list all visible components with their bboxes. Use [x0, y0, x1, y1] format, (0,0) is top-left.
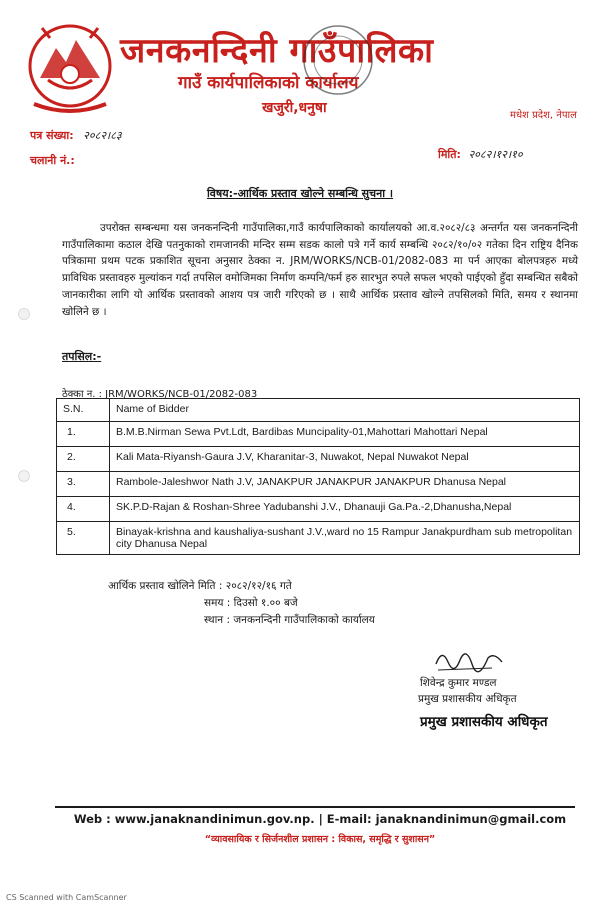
row-bidder-name: Kali Mata-Riyansh-Gaura J.V, Kharanitar-3, Nuwakot, Nepal Nuwakot Nepal [110, 447, 580, 472]
footer-slogan: “व्यावसायिक र सिर्जनशील प्रशासन : विकास, समृद्धि र सुशासन” [204, 834, 436, 845]
office-seal-stamp [300, 22, 376, 98]
table-row [57, 472, 580, 497]
signatory-name: शिवेन्द्र कुमार मण्डल [420, 677, 497, 689]
table-row [57, 497, 580, 522]
row-sn: 3. [57, 472, 110, 497]
bidder-table [56, 398, 580, 555]
camscanner-watermark: CS Scanned with CamScanner [6, 893, 127, 902]
row-bidder-name: Rambole-Jaleshwor Nath J.V, JANAKPUR JANAKPUR JANAKPUR Dhanusa Nepal [110, 472, 580, 497]
body-text: उपरोक्त सम्बन्धमा यस जनकनन्दिनी गाउँपालिका,गाउँ कार्यपालिकाको कार्यालयको आ.व.२०८२/८३ अन्तर्गत यस जनकनन्दिनी गाउँपालिकामा कठाल देखि पतनुकाको रामजानकी मन्दिर सम्म सडक कालो पत्रे गर्ने कार्य सम्बन्धि २०८२/१०/०२ गतेका दिन राष्ट्रिय दैनिक पत्रिकामा प्रथम पटक प्रकाशित सूचना अनुसार ठेक्का न. JRM/WORKS/NCB-01/2082-083 मा पर्न आएका बोलपत्रहरु मध्ये प्राविधिक प्रस्तावहरु मुल्यांकन गर्दा तपसिल वमोजिमका निर्माण कम्पनि/फर्म हरु सारभुत रुपले सफल भएको पाईएको हुँदा सम्बन्धित सबैको जानकारीका लागि यो आर्थिक प्रस्तावको आशय पत्र जारी गरिएको छ । साथै आर्थिक प्रस्ताव खोल्ने तपसिलको मिति, समय र स्थानमा खोलिने छ । [62, 222, 578, 318]
punch-hole [18, 470, 30, 482]
table-header-row [57, 399, 580, 422]
office-location: खजुरी,धनुषा [262, 100, 327, 116]
table-row [57, 522, 580, 555]
punch-hole [18, 308, 30, 320]
municipality-emblem [22, 18, 118, 118]
province-label: मधेश प्रदेश, नेपाल [510, 110, 577, 121]
letter-number-row [30, 128, 122, 143]
signature-scribble [432, 642, 512, 676]
table-row [57, 422, 580, 447]
office-subtitle: गाउँ कार्यपालिकाको कार्यालय [178, 73, 359, 93]
row-bidder-name: SK.P.D-Rajan & Roshan-Shree Yadubanshi J.V., Dhanauji Ga.Pa.-2,Dhanusha,Nepal [110, 497, 580, 522]
tapasil-label: तपसिल:- [62, 350, 102, 363]
opening-details [108, 578, 375, 629]
row-sn: 2. [57, 447, 110, 472]
tender-number: ठेक्का न. : JRM/WORKS/NCB-01/2082-083 [62, 389, 258, 400]
municipality-title: जनकनन्दिनी गाउँपालिका [120, 31, 434, 71]
date-label: मिति: [438, 148, 461, 161]
body-paragraph [62, 220, 578, 320]
signatory-role: प्रमुख प्रशासकीय अधिकृत [418, 693, 517, 705]
opening-place: स्थान : जनकनन्दिनी गाउँपालिकाको कार्यालय [204, 614, 375, 626]
date-row [438, 147, 523, 162]
header-sn: S.N. [57, 399, 110, 422]
opening-date: आर्थिक प्रस्ताव खोलिने मिति : २०८२/१२/१६ गते [108, 580, 292, 592]
designation-stamp: प्रमुख प्रशासकीय अधिकृत [420, 714, 548, 730]
subject-line: विषय:-आर्थिक प्रस्ताव खोल्ने सम्बन्धि सुचना । [206, 187, 394, 200]
header-bidder-name: Name of Bidder [110, 399, 580, 422]
footer-divider [55, 806, 575, 808]
row-sn: 5. [57, 522, 110, 555]
letter-number-value: २०८२।८३ [83, 129, 122, 142]
date-value: २०८२।१२।१० [468, 148, 523, 161]
letter-number-label: पत्र संख्या: [30, 129, 74, 142]
row-sn: 4. [57, 497, 110, 522]
row-sn: 1. [57, 422, 110, 447]
footer-contact: Web : www.janaknandinimun.gov.np. | E-mail: janaknandinimun@gmail.com [73, 812, 567, 826]
dispatch-number-label: चलानी नं.: [30, 154, 75, 167]
row-bidder-name: Binayak-krishna and kaushaliya-sushant J.V.,ward no 15 Rampur Janakpurdham sub metropolitan city Dhanusa Nepal [110, 522, 580, 555]
table-row [57, 447, 580, 472]
opening-time: समय : दिउसो १.०० बजे [204, 597, 298, 609]
row-bidder-name: B.M.B.Nirman Sewa Pvt.Ldt, Bardibas Muncipality-01,Mahottari Mahottari Nepal [110, 422, 580, 447]
